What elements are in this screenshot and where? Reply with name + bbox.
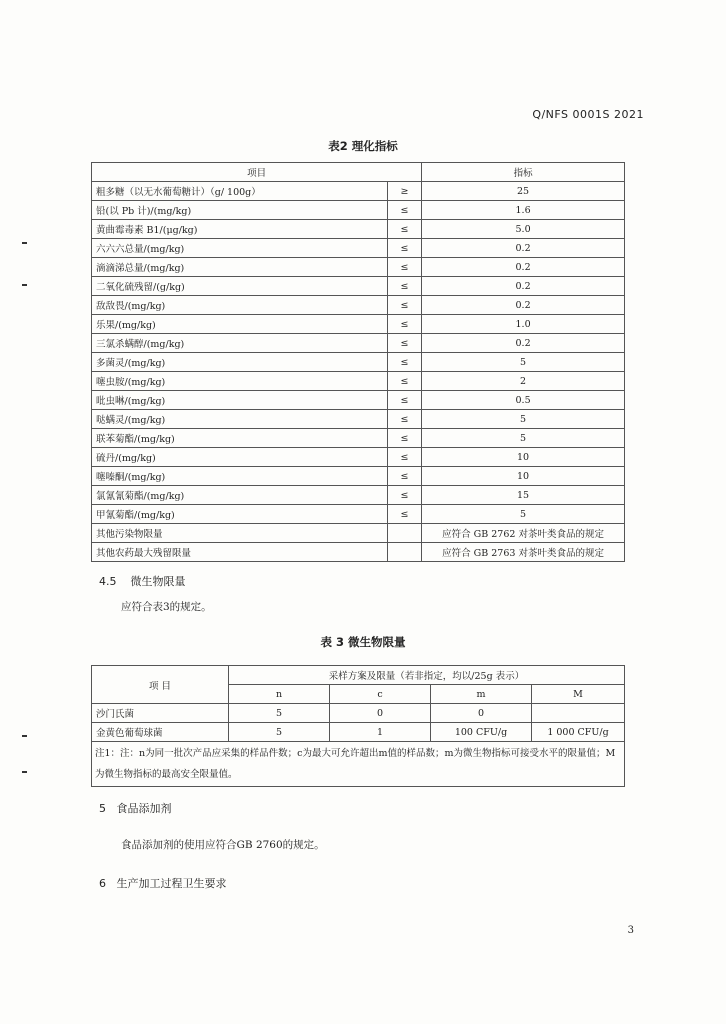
table-row [92, 277, 625, 296]
table3-caption: 表 3 微生物限量 [320, 635, 406, 649]
table3-header-row [92, 666, 625, 685]
table2-row-operator [387, 524, 421, 543]
table-row [92, 486, 625, 505]
table2-row-value: 0.2 [422, 277, 625, 296]
table2-row-item: 黄曲霉毒素 B1/(μg/kg) [92, 220, 388, 239]
table-row [92, 505, 625, 524]
table2-row-item: 氯氰氰菊酯/(mg/kg) [92, 486, 388, 505]
table2-col-index: 指标 [422, 163, 625, 182]
table2-row-value: 0.2 [422, 258, 625, 277]
table3-col-n: n [229, 685, 330, 704]
table-row [92, 353, 625, 372]
table-row [92, 429, 625, 448]
table2-row-item: 三氯杀螨醇/(mg/kg) [92, 334, 388, 353]
table2-row-operator: ≤ [387, 258, 421, 277]
table2-row-value: 0.2 [422, 296, 625, 315]
table2-row-operator: ≤ [387, 220, 421, 239]
table-row [92, 524, 625, 543]
table2-row-value: 10 [422, 448, 625, 467]
table2-row-operator: ≤ [387, 486, 421, 505]
table-row [92, 334, 625, 353]
table2-row-value: 5.0 [422, 220, 625, 239]
table-row [92, 220, 625, 239]
table2-row-value: 1.6 [422, 201, 625, 220]
table2-row-operator: ≤ [387, 391, 421, 410]
table2-row-operator: ≤ [387, 353, 421, 372]
table2-row-value: 2 [422, 372, 625, 391]
table3-microbial [91, 665, 625, 787]
table2-row-item: 六六六总量/(mg/kg) [92, 239, 388, 258]
scan-mark [22, 242, 27, 244]
table3-note-row [92, 742, 625, 787]
table-row [92, 391, 625, 410]
table3-col-c: c [330, 685, 431, 704]
table-row [92, 704, 625, 723]
table2-row-item: 粗多糖（以无水葡萄糖计）（g/ 100g） [92, 182, 388, 201]
table2-row-value: 应符合 GB 2762 对茶叶类食品的规定 [422, 524, 625, 543]
table2-physicochemical [91, 162, 625, 562]
table2-row-value: 10 [422, 467, 625, 486]
table2-row-value: 0.5 [422, 391, 625, 410]
table2-row-operator: ≤ [387, 201, 421, 220]
table-row [92, 182, 625, 201]
section-number: 6 [99, 877, 106, 890]
scan-mark [22, 284, 27, 286]
table-row [92, 296, 625, 315]
table2-row-item: 联苯菊酯/(mg/kg) [92, 429, 388, 448]
table-row [92, 372, 625, 391]
table2-row-item: 甲氰菊酯/(mg/kg) [92, 505, 388, 524]
table2-row-value: 15 [422, 486, 625, 505]
table2-row-value: 5 [422, 429, 625, 448]
table3-row-c: 1 [330, 723, 431, 742]
table2-row-value: 5 [422, 410, 625, 429]
table2-col-item: 项目 [92, 163, 422, 182]
section-title: 微生物限量 [130, 575, 186, 588]
table2-row-operator: ≤ [387, 429, 421, 448]
table2-row-item: 铅(以 Pb 计)/(mg/kg) [92, 201, 388, 220]
table-row [92, 448, 625, 467]
section-number: 4.5 [99, 575, 117, 588]
section-4-5-text: 应符合表3的规定。 [121, 601, 212, 613]
section-5-text: 食品添加剂的使用应符合GB 2760的规定。 [121, 839, 325, 851]
table3-row-c: 0 [330, 704, 431, 723]
table3-row-m: 0 [431, 704, 532, 723]
table2-row-operator: ≤ [387, 410, 421, 429]
table3-row-M [532, 704, 625, 723]
table2-row-operator: ≤ [387, 296, 421, 315]
table3-col-M: M [532, 685, 625, 704]
table2-row-item: 硫丹/(mg/kg) [92, 448, 388, 467]
table3-row-M: 1 000 CFU/g [532, 723, 625, 742]
table-row [92, 239, 625, 258]
table3-col-item: 项 目 [92, 666, 229, 704]
table2-row-operator: ≤ [387, 239, 421, 258]
table2-row-value: 5 [422, 505, 625, 524]
document-code: Q/NFS 0001S 2021 [532, 108, 644, 121]
table2-row-operator: ≤ [387, 277, 421, 296]
table2-row-value: 5 [422, 353, 625, 372]
table3-row-n: 5 [229, 723, 330, 742]
table2-row-value: 应符合 GB 2763 对茶叶类食品的规定 [422, 543, 625, 562]
table2-row-operator: ≥ [387, 182, 421, 201]
table2-row-item: 吡虫啉/(mg/kg) [92, 391, 388, 410]
table2-row-item: 二氧化硫残留/(g/kg) [92, 277, 388, 296]
table-row [92, 258, 625, 277]
table-row [92, 410, 625, 429]
section-number: 5 [99, 802, 106, 815]
table2-row-operator [387, 543, 421, 562]
table3-note: 注1：注：n为同一批次产品应采集的样品件数；c为最大可允许超出m值的样品数；m为微生物指标可接受水平的限量值；M为微生物指标的最高安全限量值。 [92, 742, 625, 787]
table-row [92, 201, 625, 220]
table2-row-value: 1.0 [422, 315, 625, 334]
table2-row-item: 敌敌畏/(mg/kg) [92, 296, 388, 315]
table2-row-value: 0.2 [422, 334, 625, 353]
table2-row-operator: ≤ [387, 372, 421, 391]
table2-row-item: 多菌灵/(mg/kg) [92, 353, 388, 372]
table2-row-operator: ≤ [387, 315, 421, 334]
table2-row-item: 乐果/(mg/kg) [92, 315, 388, 334]
table3-row-item: 沙门氏菌 [92, 704, 229, 723]
table2-row-item: 其他污染物限量 [92, 524, 388, 543]
section-4-5-heading [99, 573, 186, 589]
table3-col-group: 采样方案及限量（若非指定，均以/25g 表示） [229, 666, 625, 685]
table2-row-operator: ≤ [387, 467, 421, 486]
section-title: 生产加工过程卫生要求 [116, 877, 227, 890]
table-row [92, 315, 625, 334]
table2-header-row [92, 163, 625, 182]
table2-row-item: 其他农药最大残留限量 [92, 543, 388, 562]
section-title: 食品添加剂 [116, 802, 172, 815]
table2-row-item: 滴滴涕总量/(mg/kg) [92, 258, 388, 277]
page-number: 3 [627, 925, 634, 936]
table3-row-n: 5 [229, 704, 330, 723]
table2-row-item: 哒螨灵/(mg/kg) [92, 410, 388, 429]
table2-row-operator: ≤ [387, 505, 421, 524]
table2-caption: 表2 理化指标 [328, 139, 398, 153]
table2-row-value: 0.2 [422, 239, 625, 258]
table2-row-item: 噻虫胺/(mg/kg) [92, 372, 388, 391]
table2-row-item: 噻嗪酮/(mg/kg) [92, 467, 388, 486]
table2-row-value: 25 [422, 182, 625, 201]
table-row [92, 467, 625, 486]
section-5-heading [99, 800, 172, 816]
scan-mark [22, 735, 27, 737]
table2-row-operator: ≤ [387, 448, 421, 467]
scan-mark [22, 771, 27, 773]
table-row [92, 723, 625, 742]
table3-row-item: 金黄色葡萄球菌 [92, 723, 229, 742]
table3-col-m: m [431, 685, 532, 704]
table2-row-operator: ≤ [387, 334, 421, 353]
table-row [92, 543, 625, 562]
section-6-heading [99, 875, 227, 891]
table3-row-m: 100 CFU/g [431, 723, 532, 742]
